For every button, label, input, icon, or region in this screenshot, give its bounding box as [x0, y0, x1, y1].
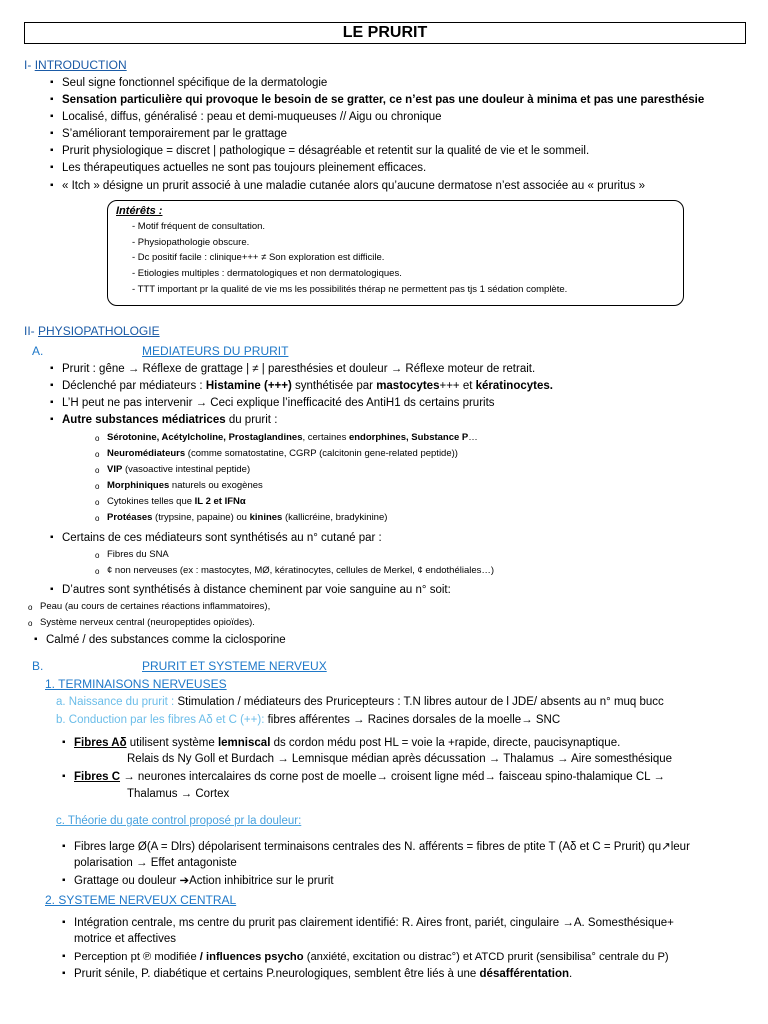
conduction-label: b. Conduction par les fibres Aδ et C (++): [56, 714, 265, 726]
mediator-item: o Sérotonine, Acétylcholine, Prostaglandines, certaines endorphines, Substance P… [107, 432, 478, 444]
mediator-item: o Neuromédiateurs (comme somatostatine, CGRP (calcitonin gene-related peptide)) [107, 448, 458, 460]
fibres-ad-label: Fibres Aδ [74, 737, 127, 749]
list-item: ▪ Localisé, diffus, généralisé : peau et demi-muqueuses // Aigu ou chronique [62, 110, 442, 124]
page-title: LE PRURIT [24, 22, 746, 44]
mediator-item: o Cytokines telles que IL 2 et IFNα [107, 496, 246, 508]
naissance-line [56, 695, 664, 709]
naissance-text: Stimulation / médiateurs des Pruricepteurs : T.N libres autour de l JDE/ absents au n° muq bucc [174, 696, 664, 708]
list-item: ▪ Prurit physiologique = discret | pathologique = désagréable et retentit sur la qualité de vie et le sommeil. [62, 144, 589, 158]
list-item: ▪ D’autres sont synthétisés à distance cheminent par voie sanguine au n° soit: [62, 583, 451, 597]
section-title: INTRODUCTION [34, 58, 127, 72]
fibres-c-text: → neurones intercalaires ds corne post de moelle→ croisent ligne méd→ faisceau spino-thalamique CL → [120, 771, 665, 783]
fibres-c-cont: Thalamus → Cortex [127, 788, 230, 800]
fibres-c-label: Fibres C [74, 771, 121, 783]
list-item: ▪ Certains de ces médiateurs sont synthétisés au n° cutané par : [62, 531, 382, 545]
list-item: ▪ Prurit : gêne → Réflexe de grattage | ≠ | paresthésies et douleur → Réflexe moteur de retrait. [62, 362, 535, 376]
subsection-title-terminaisons: 1. TERMINAISONS NERVEUSES [45, 677, 227, 691]
fibres-ad-relais: Relais ds Ny Goll et Burdach → Lemnisque médian après décussation → Thalamus → Aire somesthésique [127, 753, 673, 765]
interets-item: - Physiopathologie obscure. [132, 237, 250, 248]
subsection-title-mediateurs: MEDIATEURS DU PRURIT [142, 344, 289, 358]
list-item: ▪ Sensation particulière qui provoque le besoin de se gratter, ce n’est pas une douleur à minima et pas une paresthésie [62, 93, 704, 107]
subsection-title-systeme-nerveux: PRURIT ET SYSTEME NERVEUX [142, 659, 327, 673]
list-item-cont: motrice et affectives [74, 933, 177, 945]
fibres-ad-text: utilisent système lemniscal ds cordon médu post HL = voie la +rapide, directe, paucisynaptique. [126, 737, 621, 749]
list-item-cont: polarisation → Effet antagoniste [74, 857, 237, 869]
interets-title: Intérêts : [116, 205, 163, 217]
subsection-label-a: A. [32, 344, 44, 358]
section-number: II- [24, 324, 35, 338]
list-item: ▪ « Itch » désigne un prurit associé à une maladie cutanée alors qu’aucune dermatose n’est associée au « pruritus » [62, 179, 645, 193]
subsection-title-snc: 2. SYSTEME NERVEUX CENTRAL [45, 893, 237, 907]
section-number: I- [24, 58, 32, 72]
list-item [74, 736, 620, 750]
list-item: ▪ Seul signe fonctionnel spécifique de la dermatologie [62, 76, 327, 90]
list-item: ▪ Autre substances médiatrices du prurit : [62, 413, 277, 427]
list-item: ▪ Perception pt ℗ modifiée / influences psycho (anxiété, excitation ou distrac°) et ATCD prurit (sensibilisa° centrale du P) [74, 950, 669, 964]
list-item: ▪ S’améliorant temporairement par le grattage [62, 127, 287, 141]
section-heading-physiopathologie [24, 324, 160, 338]
mediator-item: o Protéases (trypsine, papaine) ou kinines (kallicréine, bradykinine) [107, 512, 387, 524]
distance-item: o Peau (au cours de certaines réactions inflammatoires), [40, 601, 270, 613]
list-item: ▪ Calmé / des substances comme la ciclosporine [46, 633, 286, 647]
interets-item: - Etiologies multiples : dermatologiques et non dermatologiques. [132, 268, 402, 279]
conduction-line [56, 713, 560, 727]
interets-item: - Motif fréquent de consultation. [132, 221, 266, 232]
list-item: ▪ Intégration centrale, ms centre du prurit pas clairement identifié: R. Aires front, pariét, cingulaire →A. Somesthésique+ [74, 916, 674, 930]
distance-item: o Système nerveux central (neuropeptides opioïdes). [40, 617, 255, 629]
interets-item: - TTT important pr la qualité de vie ms les possibilités thérap ne permettent pas tjs 1 sédation complète. [132, 284, 568, 295]
list-item: ▪ Déclenché par médiateurs : Histamine (+++) synthétisée par mastocytes+++ et kératinocytes. [62, 379, 553, 393]
list-item: ▪ Grattage ou douleur ➔Action inhibitrice sur le prurit [74, 874, 334, 888]
local-item: o Fibres du SNA [107, 549, 169, 561]
subsection-label-b: B. [32, 659, 44, 673]
mediator-item: o VIP (vasoactive intestinal peptide) [107, 464, 250, 476]
gate-control-title: c. Théorie du gate control proposé pr la douleur: [56, 815, 302, 827]
mediator-item: o Morphiniques naturels ou exogènes [107, 480, 263, 492]
list-item: ▪ L’H peut ne pas intervenir → Ceci explique l’inefficacité des AntiH1 ds certains prurits [62, 396, 495, 410]
list-item [74, 770, 665, 784]
list-item: ▪ Les thérapeutiques actuelles ne sont pas toujours pleinement efficaces. [62, 161, 426, 175]
conduction-text: fibres afférentes → Racines dorsales de la moelle→ SNC [264, 714, 561, 726]
interets-item: - Dc positif facile : clinique+++ ≠ Son exploration est difficile. [132, 252, 385, 263]
naissance-label: a. Naissance du prurit : [56, 696, 175, 708]
section-heading-introduction [24, 58, 127, 72]
section-title: PHYSIOPATHOLOGIE [38, 324, 160, 338]
list-item: ▪ Fibres large Ø(A = Dlrs) dépolarisent terminaisons centrales des N. afférents = fibres de ptite T (Aδ et C = Prurit) qu↗leur [74, 840, 690, 854]
local-item: o ¢ non nerveuses (ex : mastocytes, MØ, kératinocytes, cellules de Merkel, ¢ endothéliales…) [107, 565, 494, 577]
list-item: ▪ Prurit sénile, P. diabétique et certains P.neurologiques, semblent être liés à une désafférentation. [74, 967, 572, 981]
